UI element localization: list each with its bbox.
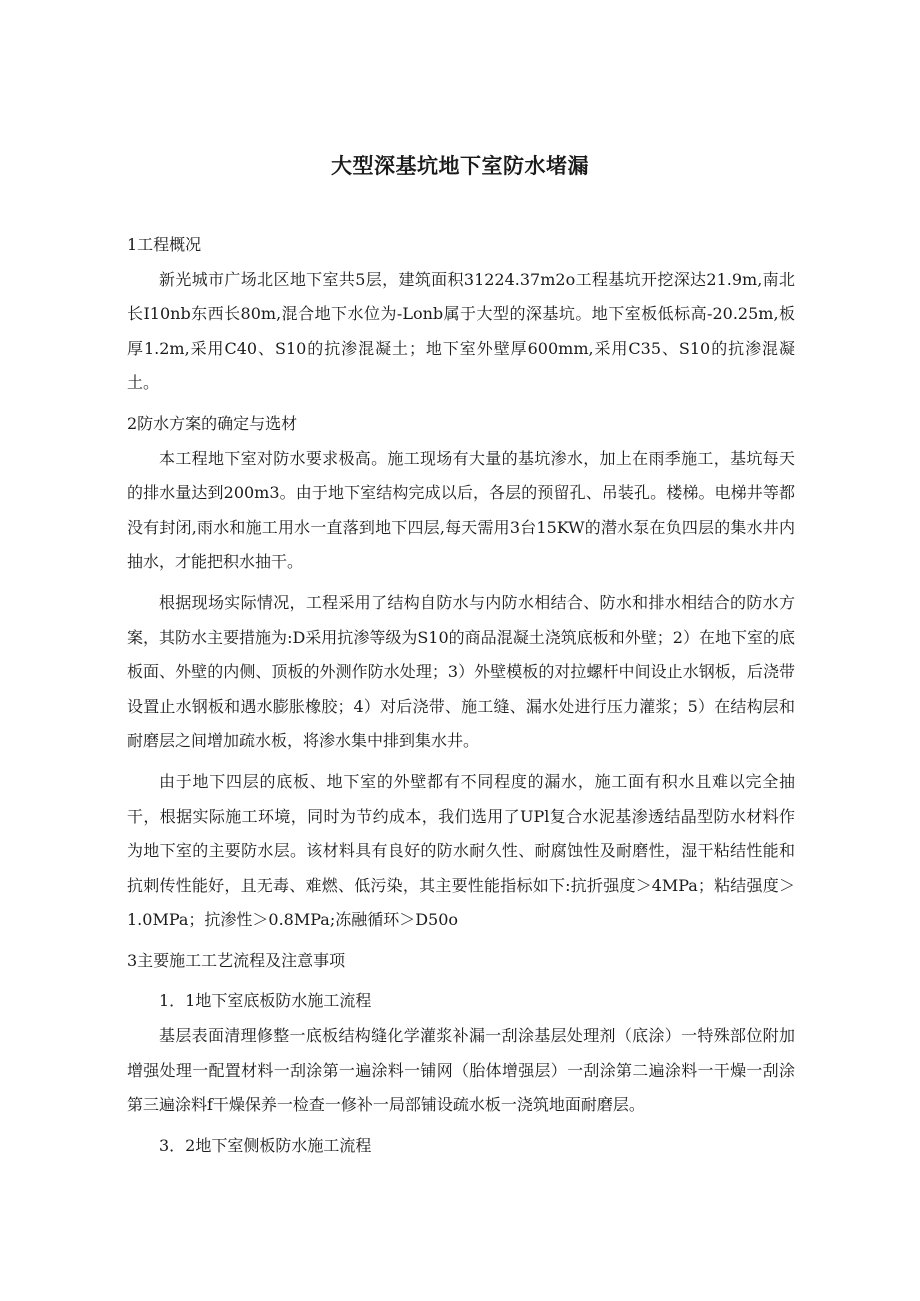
section-heading-3: 3主要施工工艺流程及注意事项	[127, 950, 346, 970]
section-1-paragraph: 新光城市广场北区地下室共5层，建筑面积31224.37m2o工程基坑开挖深达21.9m,南北长I10nb东西长80m,混合地下水位为-Lonb属于大型的深基坑。地下室板低标高-20.25m,板厚1.2m,采用C40、S10的抗渗混凝土；地下室外壁厚600mm,采用C35、S10的抗渗混凝土。	[127, 269, 795, 393]
section-2-paragraph-3: 由于地下四层的底板、地下室的外壁都有不同程度的漏水，施工面有积水且难以完全抽干，根据实际施工环境，同时为节约成本，我们选用了UPl复合水泥基渗透结晶型防水材料作为地下室的主要防水层。该材料具有良好的防水耐久性、耐腐蚀性及耐磨性，湿干粘结性能和抗刺传性能好，且无毒、难燃、低污染，其主要性能指标如下:抗折强度＞4MPa；粘结强度＞1.0MPa；抗渗性＞0.8MPa;冻融循环＞D50o	[127, 771, 795, 930]
section-heading-2: 2防水方案的确定与选材	[127, 413, 298, 433]
subsection-heading-3-2: 3．2地下室侧板防水施工流程	[159, 1135, 372, 1155]
section-2-paragraph-1: 本工程地下室对防水要求极高。施工现场有大量的基坑渗水，加上在雨季施工，基坑每天的排水量达到200m3。由于地下室结构完成以后，各层的预留孔、吊装孔。楼梯。电梯井等都没有封闭,雨水和施工用水一直落到地下四层,每天需用3台15KW的潜水泵在负四层的集水井内抽水，才能把积水抽干。	[127, 448, 795, 572]
section-heading-1: 1工程概况	[127, 235, 202, 254]
subsection-3-1-paragraph: 基层表面清理修整一底板结构缝化学灌浆补漏一刮涂基层处理剂（底涂）一特殊部位附加增强处理一配置材料一刮涂第一遍涂料一铺网（胎体增强层）一刮涂第二遍涂料一干燥一刮涂第三遍涂料f干燥保养一检查一修补一局部铺设疏水板一浇筑地面耐磨层。	[127, 1026, 795, 1115]
section-2-paragraph-2: 根据现场实际情况，工程采用了结构自防水与内防水相结合、防水和排水相结合的防水方案，其防水主要措施为:D采用抗渗等级为S10的商品混凝土浇筑底板和外壁；2）在地下室的底板面、外壁的内侧、顶板的外测作防水处理；3）外壁模板的对拉螺杆中间设止水钢板，后浇带设置止水钢板和遇水膨胀橡胶；4）对后浇带、施工缝、漏水处进行压力灌浆；5）在结构层和耐磨层之间增加疏水板，将渗水集中排到集水井。	[127, 592, 795, 751]
subsection-heading-3-1: 1．1地下室底板防水施工流程	[159, 991, 372, 1011]
document-title: 大型深基坑地下室防水堵漏	[331, 154, 589, 178]
document-body	[127, 228, 795, 1163]
